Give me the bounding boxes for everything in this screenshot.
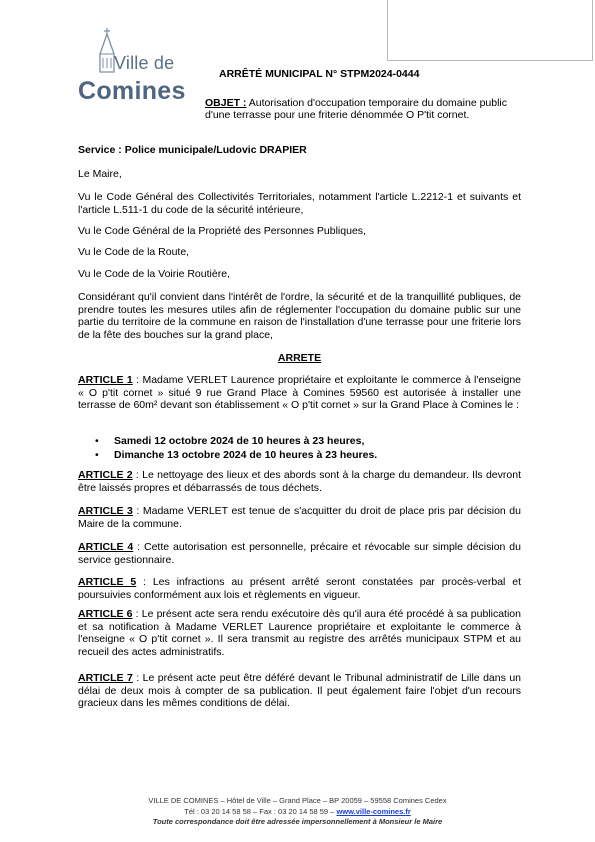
article-1 (78, 374, 521, 412)
footer-phone-fax: Tél : 03 20 14 58 58 – Fax : 03 20 14 58 59 – (184, 806, 337, 816)
arrete-heading: ARRETE (277, 352, 322, 364)
vu-code-voirie: Vu le Code de la Voirie Routière, (78, 268, 230, 280)
article-label: ARTICLE 5 (78, 576, 137, 588)
vu-code-route: Vu le Code de la Route, (78, 246, 190, 258)
article-label: ARTICLE 4 (78, 541, 134, 553)
document-title: ARRÊTÉ MUNICIPAL N° STPM2024-0444 (219, 68, 420, 80)
article-label: ARTICLE 2 (78, 469, 133, 481)
article-text: : Les infractions au présent arrêté seront constatées par procès-verbal et poursuivies conformément aux lois et règlements en vigueur. (78, 576, 521, 601)
page-footer (0, 796, 595, 828)
service-line: Service : Police municipale/Ludovic DRAPIER (78, 144, 307, 156)
comines-logo (78, 25, 198, 110)
objet-block (205, 97, 525, 121)
article-text: : Le nettoyage des lieux et des abords sont à la charge du demandeur. Ils devront être laissés propres et débarrassés de tous déchets. (78, 469, 521, 494)
le-maire: Le Maire, (78, 168, 122, 180)
article-5 (78, 576, 521, 601)
logo-comines-text: Comines (78, 77, 186, 105)
article-label: ARTICLE 1 (78, 374, 133, 386)
vu-cgppp: Vu le Code Général de la Propriété des Personnes Publiques, (78, 225, 366, 237)
article-3 (78, 505, 521, 530)
article-label: ARTICLE 3 (78, 505, 133, 517)
objet-text: Autorisation d'occupation temporaire du domaine public d'une terrasse pour une friterie dénommée O P'tit cornet. (205, 97, 508, 121)
footer-address: VILLE DE COMINES – Hôtel de Ville – Grand Place – BP 20059 – 59558 Comines Cedex (148, 796, 447, 805)
vu-cgct: Vu le Code Général des Collectivités Territoriales, notamment l'article L.2212-1 et suivants et l'article L.511-1 du code de la sécurité intérieure, (78, 191, 521, 216)
article-text: : Madame VERLET Laurence propriétaire et exploitante le commerce à l'enseigne « O p'tit cornet » situé 9 rue Grand Place à Comines 59560 est autorisée à installer une terrasse de 60m² devant son établissement « O p'tit cornet » sur la Grand Place à Comines le : (78, 374, 521, 411)
article-7 (78, 672, 521, 710)
list-item: • Dimanche 13 octobre 2024 de 10 heures à 23 heures. (92, 448, 522, 462)
footer-notice: Toute correspondance doit être adressée impersonnellement à Monsieur le Maire (152, 817, 443, 826)
website-link[interactable]: www.ville-comines.fr (336, 806, 411, 816)
article-6 (78, 608, 521, 658)
footer-contact (0, 807, 595, 818)
article-text: : Madame VERLET est tenue de s'acquitter du droit de place pris par décision du Maire de la commune. (78, 505, 521, 530)
article-text: : Le présent acte peut être déféré devant le Tribunal administratif de Lille dans un délai de deux mois à compter de sa publication. Il peut également faire l'objet d'un recours gracieux dans les mêmes conditions de délai. (78, 672, 521, 709)
article-4 (78, 541, 521, 566)
list-item: • Samedi 12 octobre 2024 de 10 heures à 23 heures, (92, 434, 522, 448)
article-label: ARTICLE 6 (78, 608, 133, 620)
stamp-box (387, 0, 593, 61)
article-text: : Cette autorisation est personnelle, précaire et révocable sur simple décision du service gestionnaire. (78, 541, 521, 566)
considerant: Considérant qu'il convient dans l'intérêt de l'ordre, la sécurité et de la tranquillité publiques, de prendre toutes les mesures utiles afin de réglementer l'occupation du domaine public sur une partie du territoire de la commune en raison de l'installation d'une terrasse pour une friterie lors de la fête des bouches sur la grand place, (78, 291, 521, 341)
article-text: : Le présent acte sera rendu exécutoire dès qu'il aura été procédé à sa publication et sa notification à Madame VERLET Laurence propriétaire et exploitante le commerce à l'enseigne « O p'tit cornet ». Il sera transmit au registre des arrêtés municipaux STPM et au recueil des actes administratifs. (78, 608, 521, 658)
objet-label: OBJET : (205, 97, 247, 109)
article-2 (78, 469, 521, 494)
dates-list (92, 434, 522, 462)
article-label: ARTICLE 7 (78, 672, 133, 684)
logo-ville-text: Ville de (114, 53, 175, 73)
